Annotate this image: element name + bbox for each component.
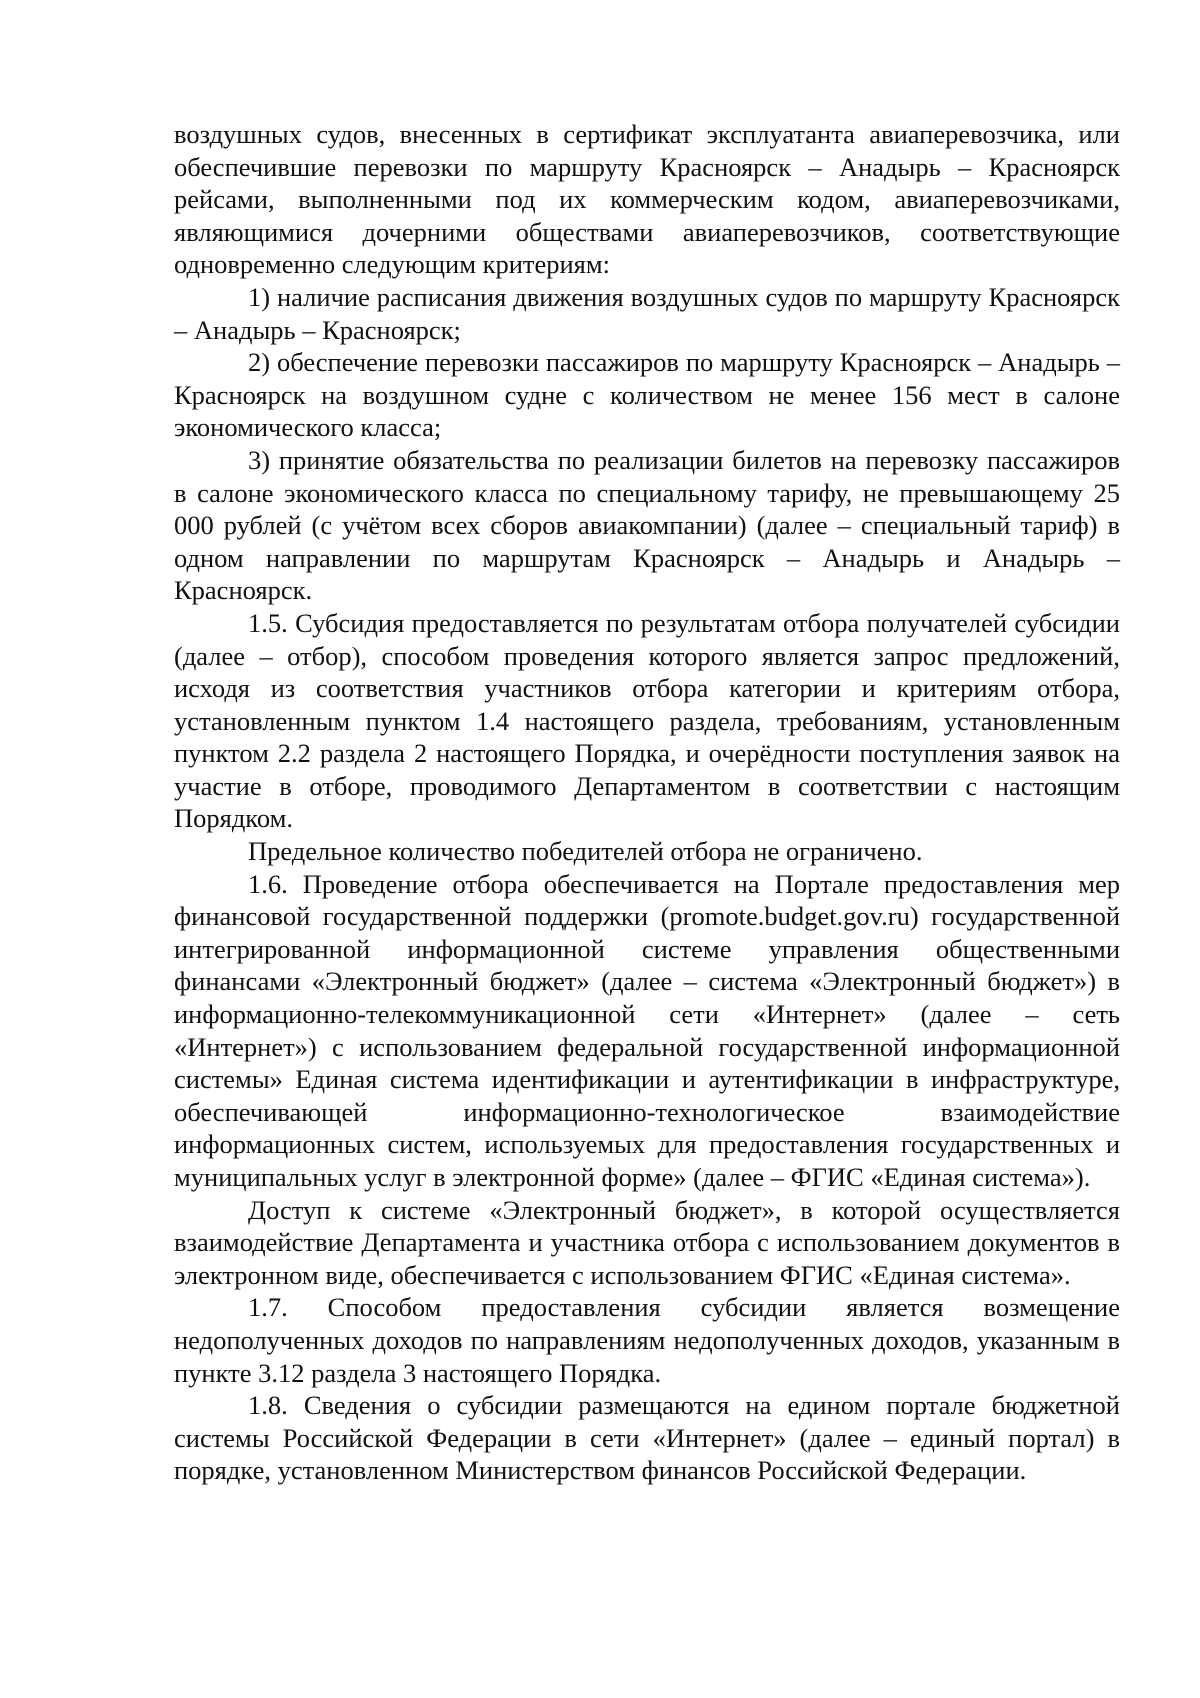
paragraph-criterion-1: 1) наличие расписания движения воздушных судов по маршруту Красноярск – Анадырь – Красноярск; xyxy=(174,281,1120,345)
paragraph-criterion-2: 2) обеспечение перевозки пассажиров по маршруту Красноярск – Анадырь – Красноярск на воздушном судне с количеством не менее 156 мест в салоне экономического класса; xyxy=(174,347,1120,443)
document-body xyxy=(174,118,1120,1487)
paragraph-clause-1-8: 1.8. Сведения о субсидии размещаются на едином портале бюджетной системы Российской Федерации в сети «Интернет» (далее – единый портал) в порядке, установленном Министерством финансов Российской Федерации. xyxy=(174,1390,1120,1486)
paragraph-clause-1-7: 1.7. Способом предоставления субсидии является возмещение недополученных доходов по направлениям недополученных доходов, указанным в пункте 3.12 раздела 3 настоящего Порядка. xyxy=(174,1292,1120,1388)
paragraph-clause-1-5: 1.5. Субсидия предоставляется по результатам отбора получателей субсидии (далее – отбор), способом проведения которого является запрос предложений, исходя из соответствия участников отбора категории и критериям отбора, установленным пунктом 1.4 настоящего раздела, требованиям, установленным пунктом 2.2 раздела 2 настоящего Порядка, и очерёдности поступления заявок на участие в отборе, проводимого Департаментом в соответствии с настоящим Порядком. xyxy=(174,607,1120,834)
paragraph-winners-limit: Предельное количество победителей отбора не ограничено. xyxy=(248,836,923,867)
paragraph-system-access: Доступ к системе «Электронный бюджет», в которой осуществляется взаимодействие Департамента и участника отбора с использованием документов в электронном виде, обеспечивается с использованием ФГИС «Единая система». xyxy=(174,1194,1120,1290)
paragraph-criterion-3: 3) принятие обязательства по реализации билетов на перевозку пассажиров в салоне экономического класса по специальному тарифу, не превышающему 25 000 рублей (с учётом всех сборов авиакомпании) (далее – специальный тариф) в одном направлении по маршрутам Красноярск – Анадырь и Анадырь – Красноярск. xyxy=(174,444,1120,606)
paragraph-clause-1-6: 1.6. Проведение отбора обеспечивается на Портале предоставления мер финансовой государственной поддержки (promote.budget.gov.ru) государственной интегрированной информационной системе управления общественными финансами «Электронный бюджет» (далее – система «Электронный бюджет») в информационно-телекоммуникационной сети «Интернет» (далее – сеть «Интернет») с использованием федеральной государственной информационной системы» Единая система идентификации и аутентификации в инфраструктуре, обеспечивающей информационно-технологическое взаимодействие информационных систем, используемых для предоставления государственных и муниципальных услуг в электронной форме» (далее – ФГИС «Единая система»). xyxy=(174,868,1120,1192)
paragraph-criteria-intro: воздушных судов, внесенных в сертификат эксплуатанта авиаперевозчика, или обеспечившие перевозки по маршруту Красноярск – Анадырь – Красноярск рейсами, выполненными под их коммерческим кодом, авиаперевозчиками, являющимися дочерними обществами авиаперевозчиков, соответствующие одновременно следующим критериям: xyxy=(174,119,1120,280)
